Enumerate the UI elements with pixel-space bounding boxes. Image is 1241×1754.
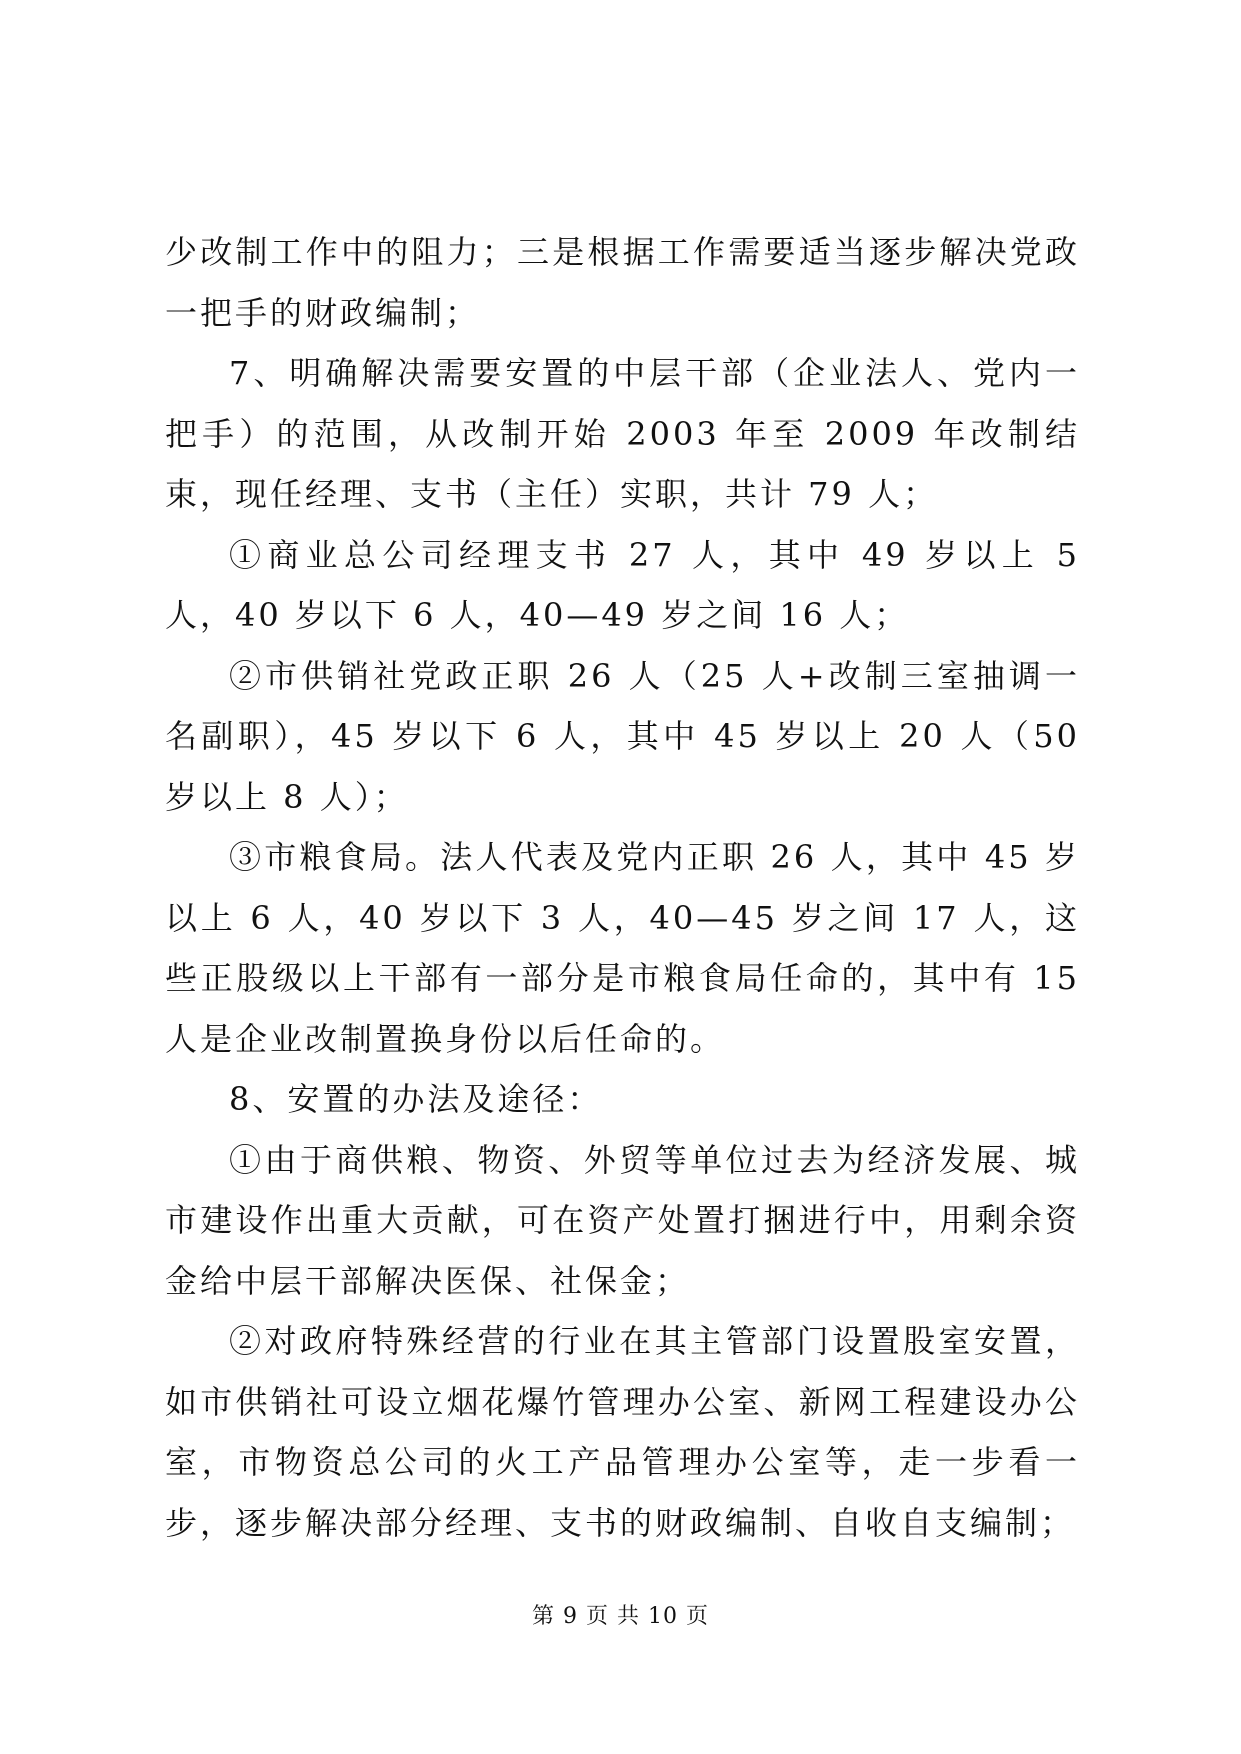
paragraph-1: 少改制工作中的阻力；三是根据工作需要适当逐步解决党政一把手的财政编制；: [165, 233, 1080, 332]
paragraph-5: ③市粮食局。法人代表及党内正职 26 人，其中 45 岁以上 6 人，40 岁以下 3 人，40—45 岁之间 17 人，这些正股级以上干部有一部分是市粮食局任命的，其中有 15 人是企业改制置换身份以后任命的。: [165, 838, 1080, 1058]
paragraph-4: ②市供销社党政正职 26 人（25 人+改制三室抽调一名副职），45 岁以下 6 人，其中 45 岁以上 20 人（50 岁以上 8 人）；: [165, 656, 1080, 816]
page-footer: 第 9 页 共 10 页: [532, 1604, 709, 1629]
document-body: [165, 222, 1080, 1553]
paragraph-3: ①商业总公司经理支书 27 人，其中 49 岁以上 5 人，40 岁以下 6 人，40—49 岁之间 16 人；: [165, 535, 1080, 634]
paragraph-7: ①由于商供粮、物资、外贸等单位过去为经济发展、城市建设作出重大贡献，可在资产处置打捆进行中，用剩余资金给中层干部解决医保、社保金；: [165, 1140, 1080, 1300]
paragraph-8: ②对政府特殊经营的行业在其主管部门设置股室安置，如市供销社可设立烟花爆竹管理办公室、新网工程建设办公室，市物资总公司的火工产品管理办公室等，走一步看一步，逐步解决部分经理、支书的财政编制、自收自支编制；: [165, 1322, 1080, 1542]
paragraph-2: 7、明确解决需要安置的中层干部（企业法人、党内一把手）的范围，从改制开始 2003 年至 2009 年改制结束，现任经理、支书（主任）实职，共计 79 人；: [165, 354, 1080, 513]
paragraph-6: 8、安置的办法及途径：: [229, 1080, 603, 1118]
